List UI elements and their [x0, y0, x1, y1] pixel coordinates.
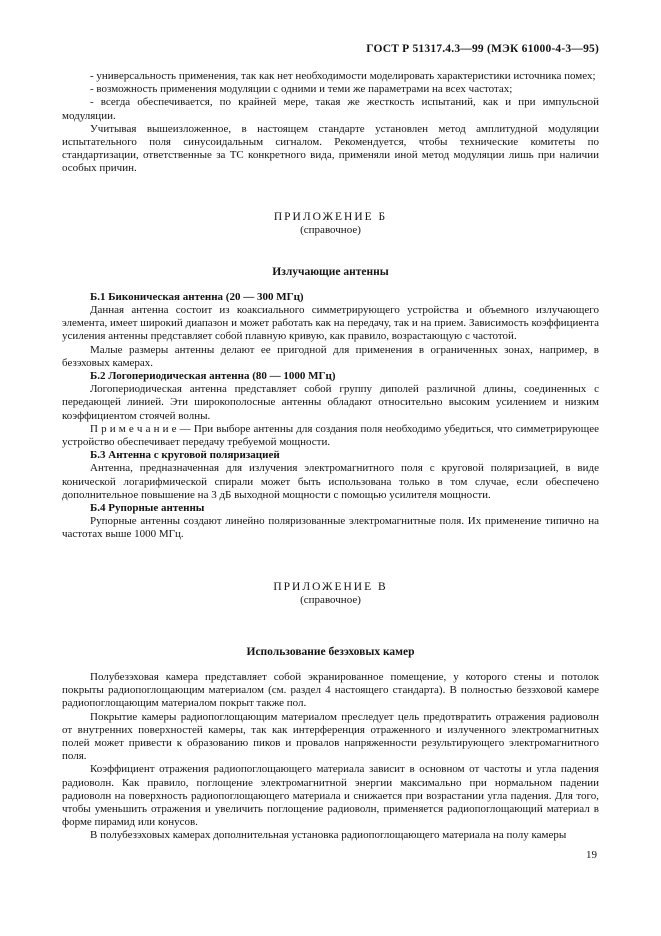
appendix-v-note: (справочное) [300, 593, 361, 606]
section-b4-paragraph-1: Рупорные антенны создают линейно поляризованные электромагнитные поля. Их применение типично на частотах выше 1000 МГц. [62, 515, 599, 541]
appendix-v-label: ПРИЛОЖЕНИЕ В [273, 580, 388, 593]
appendix-v-paragraph-4: В полубезэховых камерах дополнительная установка радиопоглощающего материала на полу камеры [90, 829, 567, 842]
appendix-b-title: Излучающие антенны [272, 265, 389, 278]
section-b1-paragraph-2: Малые размеры антенны делают ее пригодной для применения в ограниченных зонах, например, в безэховых камерах. [62, 343, 599, 369]
document-code-header: ГОСТ Р 51317.4.3—99 (МЭК 61000-4-3—95) [366, 43, 599, 55]
appendix-v-paragraph-1: Полубезэховая камера представляет собой экранированное помещение, у которого стены и потолок покрыты радиопоглощающим материалом (см. раздел 4 настоящего стандарта). В полностью безэховой камере радиопоглощающим материалом покрыт также пол. [62, 670, 599, 710]
section-b3-paragraph-1: Антенна, предназначенная для излучения электромагнитного поля с круговой поляризацией, в виде конической логарифмической спирали может быть использована только в том случае, если обеспечено дополнительное повышение на 3 дБ выходной мощности с помощью усилителя мощности. [62, 462, 599, 501]
intro-bullet-1: - универсальность применения, так как нет необходимости моделировать характеристики источника помех; [90, 70, 596, 82]
appendix-b-note: (справочное) [300, 223, 361, 236]
section-b1-paragraph-1: Данная антенна состоит из коаксиального симметрирующего устройства и объемного излучающего элемента, имеет широкий диапазон и может работать как на передачу, так и на прием. Зависимость коэффициента усиления антенны представляет собой плавную кривую, как правило, возрастающую с частотой. [62, 304, 599, 343]
section-b2-note: П р и м е ч а н и е — При выборе антенны для создания поля необходимо убедиться, что симметрирующее устройство обеспечивает передачу требуемой мощности. [62, 422, 599, 449]
intro-paragraph: Учитывая вышеизложенное, в настоящем стандарте установлен метод амплитудной модуляции испытательного поля синусоидальным сигналом. Рекомендуется, чтобы технические комитеты по стандартизации, ответственные за ТС конкретного вида, применяли иной метод модуляции лишь при наличии особых причин. [62, 122, 599, 175]
intro-bullet-3: - всегда обеспечивается, по крайней мере, такая же жесткость испытаний, как и при импульсной модуляции. [62, 96, 599, 122]
page-number: 19 [586, 848, 597, 861]
intro-bullet-2: - возможность применения модуляции с одними и теми же параметрами на всех частотах; [90, 83, 513, 96]
appendix-v-paragraph-3: Коэффициент отражения радиопоглощающего материала зависит в основном от частоты и угла падения радиоволн. Как правило, поглощение электромагнитной энергии максимально при нормальном падении радиоволн на поверхность радиопоглощающего материала и снижается при возрастании угла падения. Для того, чтобы уменьшить отражения и увеличить поглощение радиоволн, применяется радиопоглощающий материал в форме пирамид или конусов. [62, 763, 599, 829]
section-b2-paragraph-1: Логопериодическая антенна представляет собой группу диполей различной длины, соединенных с передающей линией. Эти широкополосные антенны обладают относительно высоким усилением и низким коэффициентом стоячей волны. [62, 383, 599, 422]
section-b4-heading: Б.4 Рупорные антенны [90, 502, 205, 515]
page-content [62, 42, 599, 861]
section-b3-heading: Б.3 Антенна с круговой поляризацией [90, 449, 280, 462]
appendix-v-paragraph-2: Покрытие камеры радиопоглощающим материалом преследует цель предотвратить отражения радиоволн от внутренних поверхностей камеры, так как интерференция отраженного и излученного электромагнитных полей может привести к образованию пиков и провалов напряженности результирующего электромагнитного поля. [62, 710, 599, 763]
section-b2-heading: Б.2 Логопериодическая антенна (80 — 1000 МГц) [90, 370, 336, 383]
appendix-b-label: ПРИЛОЖЕНИЕ Б [273, 210, 388, 223]
appendix-v-title: Использование безэховых камер [246, 645, 415, 658]
section-b1-heading: Б.1 Биконическая антенна (20 — 300 МГц) [90, 290, 304, 303]
